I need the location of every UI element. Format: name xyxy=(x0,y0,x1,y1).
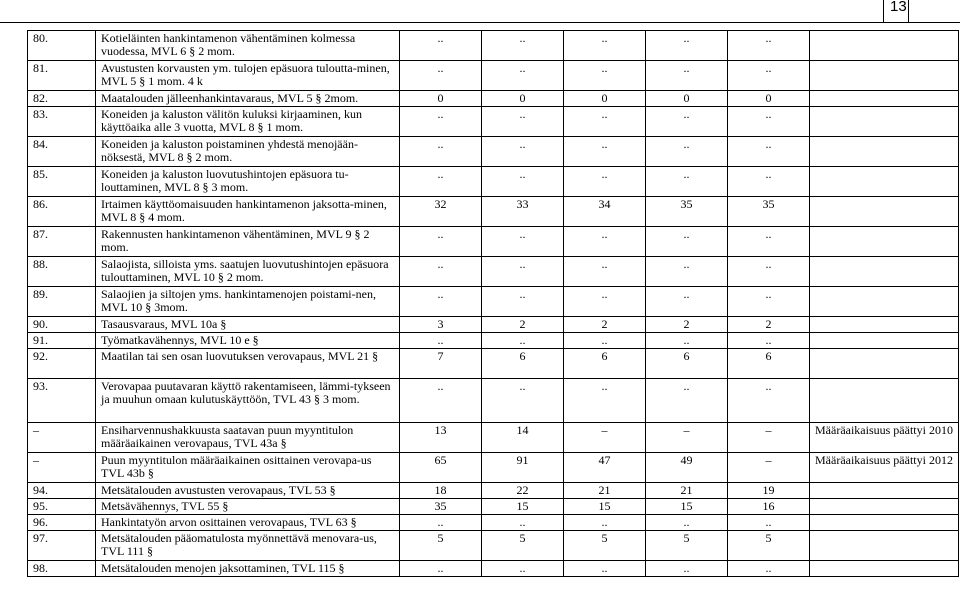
row-value: .. xyxy=(400,167,482,197)
row-value: .. xyxy=(564,227,646,257)
row-value: 35 xyxy=(400,499,482,515)
row-value: 35 xyxy=(646,197,728,227)
row-value: .. xyxy=(646,227,728,257)
row-description: Tasausvaraus, MVL 10a § xyxy=(96,317,400,333)
row-note: Määräaikaisuus päättyi 2012 xyxy=(810,453,959,483)
row-value: 5 xyxy=(728,531,810,561)
row-value: 15 xyxy=(564,499,646,515)
row-value: .. xyxy=(482,561,564,577)
table-row xyxy=(28,333,959,349)
tax-expenditure-table xyxy=(27,30,959,577)
row-value: 2 xyxy=(646,317,728,333)
row-value: .. xyxy=(482,107,564,137)
row-value: 2 xyxy=(564,317,646,333)
row-value: 14 xyxy=(482,423,564,453)
table-row xyxy=(28,287,959,317)
row-note xyxy=(810,317,959,333)
row-number: 83. xyxy=(28,107,96,137)
row-number: 93. xyxy=(28,379,96,423)
row-description: Koneiden ja kaluston luovutushintojen epäsuora tu-louttaminen, MVL 8 § 3 mom. xyxy=(96,167,400,197)
row-value: .. xyxy=(400,515,482,531)
row-description: Metsätalouden pääomatulosta myönnettävä menovara-us, TVL 111 § xyxy=(96,531,400,561)
table-row xyxy=(28,423,959,453)
row-value: 91 xyxy=(482,453,564,483)
row-description: Metsätalouden avustusten verovapaus, TVL 53 § xyxy=(96,483,400,499)
row-note xyxy=(810,31,959,61)
row-note xyxy=(810,107,959,137)
row-value: .. xyxy=(564,61,646,91)
row-value: .. xyxy=(646,257,728,287)
row-description: Maatalouden jälleenhankintavaraus, MVL 5 § 2mom. xyxy=(96,91,400,107)
row-value: .. xyxy=(482,333,564,349)
table-row xyxy=(28,379,959,423)
row-value: 19 xyxy=(728,483,810,499)
row-number: 96. xyxy=(28,515,96,531)
row-value: .. xyxy=(646,137,728,167)
row-value: 65 xyxy=(400,453,482,483)
row-note xyxy=(810,499,959,515)
row-value: .. xyxy=(728,379,810,423)
row-value: – xyxy=(728,453,810,483)
row-value: .. xyxy=(646,287,728,317)
row-value: 5 xyxy=(482,531,564,561)
row-description: Salaojien ja siltojen yms. hankintamenojen poistami-nen, MVL 10 § 3mom. xyxy=(96,287,400,317)
row-value: 34 xyxy=(564,197,646,227)
row-note: Määräaikaisuus päättyi 2010 xyxy=(810,423,959,453)
row-value: .. xyxy=(482,379,564,423)
row-value: 6 xyxy=(564,349,646,379)
row-value: 0 xyxy=(728,91,810,107)
row-note xyxy=(810,227,959,257)
row-value: 2 xyxy=(728,317,810,333)
row-value: .. xyxy=(646,61,728,91)
row-value: .. xyxy=(482,227,564,257)
row-number: 98. xyxy=(28,561,96,577)
row-value: .. xyxy=(646,333,728,349)
row-value: .. xyxy=(482,137,564,167)
row-note xyxy=(810,561,959,577)
row-description: Puun myyntitulon määräaikainen osittainen verovapa-us TVL 43b § xyxy=(96,453,400,483)
row-description: Verovapaa puutavaran käyttö rakentamiseen, lämmi-tykseen ja muuhun omaan kulutuskäyttöön, TVL 43 § 3 mom. xyxy=(96,379,400,423)
row-value: 6 xyxy=(646,349,728,379)
row-number: 97. xyxy=(28,531,96,561)
row-note xyxy=(810,91,959,107)
row-number: 92. xyxy=(28,349,96,379)
row-value: .. xyxy=(564,515,646,531)
row-value: .. xyxy=(728,227,810,257)
row-number: 89. xyxy=(28,287,96,317)
row-value: 47 xyxy=(564,453,646,483)
table-row xyxy=(28,61,959,91)
row-value: 33 xyxy=(482,197,564,227)
row-value: 0 xyxy=(646,91,728,107)
row-value: 0 xyxy=(564,91,646,107)
table-row xyxy=(28,349,959,379)
table-row xyxy=(28,499,959,515)
row-description: Avustusten korvausten ym. tulojen epäsuora tuloutta-minen, MVL 5 § 1 mom. 4 k xyxy=(96,61,400,91)
row-value: .. xyxy=(482,31,564,61)
row-value: 21 xyxy=(646,483,728,499)
table-row xyxy=(28,137,959,167)
row-value: .. xyxy=(400,379,482,423)
row-value: 5 xyxy=(646,531,728,561)
row-description: Kotieläinten hankintamenon vähentäminen kolmessa vuodessa, MVL 6 § 2 mom. xyxy=(96,31,400,61)
row-description: Työmatkavähennys, MVL 10 e § xyxy=(96,333,400,349)
row-value: 5 xyxy=(564,531,646,561)
row-value: .. xyxy=(646,515,728,531)
table-row xyxy=(28,483,959,499)
row-value: .. xyxy=(400,31,482,61)
table-row xyxy=(28,257,959,287)
row-number: 94. xyxy=(28,483,96,499)
row-value: .. xyxy=(564,333,646,349)
row-value: .. xyxy=(728,515,810,531)
row-note xyxy=(810,167,959,197)
row-description: Hankintatyön arvon osittainen verovapaus, TVL 63 § xyxy=(96,515,400,531)
row-description: Rakennusten hankintamenon vähentäminen, MVL 9 § 2 mom. xyxy=(96,227,400,257)
row-value: .. xyxy=(564,137,646,167)
row-value: .. xyxy=(400,107,482,137)
row-value: 49 xyxy=(646,453,728,483)
row-value: .. xyxy=(646,167,728,197)
row-value: .. xyxy=(482,515,564,531)
row-value: .. xyxy=(400,61,482,91)
row-value: .. xyxy=(564,257,646,287)
row-description: Metsävähennys, TVL 55 § xyxy=(96,499,400,515)
row-value: .. xyxy=(728,287,810,317)
row-number: 88. xyxy=(28,257,96,287)
row-value: .. xyxy=(728,257,810,287)
row-value: 15 xyxy=(646,499,728,515)
row-description: Salaojista, silloista yms. saatujen luovutushintojen epäsuora tulouttaminen, MVL 10 § 2 mom. xyxy=(96,257,400,287)
row-value: .. xyxy=(400,561,482,577)
row-value: .. xyxy=(400,287,482,317)
row-value: 22 xyxy=(482,483,564,499)
row-number: 84. xyxy=(28,137,96,167)
table-row xyxy=(28,453,959,483)
row-value: .. xyxy=(400,257,482,287)
row-value: .. xyxy=(482,167,564,197)
row-value: – xyxy=(646,423,728,453)
row-value: .. xyxy=(564,31,646,61)
row-value: .. xyxy=(482,257,564,287)
row-note xyxy=(810,333,959,349)
row-value: 15 xyxy=(482,499,564,515)
row-number: 91. xyxy=(28,333,96,349)
header-rule xyxy=(0,22,960,23)
row-value: .. xyxy=(564,287,646,317)
row-value: 18 xyxy=(400,483,482,499)
row-value: 32 xyxy=(400,197,482,227)
row-description: Koneiden ja kaluston poistaminen yhdestä menojään-nöksestä, MVL 8 § 2 mom. xyxy=(96,137,400,167)
row-value: 2 xyxy=(482,317,564,333)
page-number-box-right xyxy=(908,0,909,22)
table-row xyxy=(28,317,959,333)
row-number: 95. xyxy=(28,499,96,515)
row-note xyxy=(810,257,959,287)
table-row xyxy=(28,531,959,561)
row-description: Metsätalouden menojen jaksottaminen, TVL 115 § xyxy=(96,561,400,577)
row-value: .. xyxy=(564,561,646,577)
row-value: .. xyxy=(482,61,564,91)
row-number: 86. xyxy=(28,197,96,227)
row-value: 6 xyxy=(482,349,564,379)
row-note xyxy=(810,515,959,531)
row-description: Irtaimen käyttöomaisuuden hankintamenon jaksotta-minen, MVL 8 § 4 mom. xyxy=(96,197,400,227)
row-note xyxy=(810,137,959,167)
row-value: – xyxy=(564,423,646,453)
row-note xyxy=(810,287,959,317)
row-value: .. xyxy=(646,379,728,423)
row-value: .. xyxy=(728,137,810,167)
row-value: .. xyxy=(400,333,482,349)
row-value: 35 xyxy=(728,197,810,227)
row-value: 0 xyxy=(400,91,482,107)
row-value: .. xyxy=(728,107,810,137)
table-row xyxy=(28,107,959,137)
row-description: Ensiharvennushakkuusta saatavan puun myyntitulon määräaikainen verovapaus, TVL 43a § xyxy=(96,423,400,453)
table-row xyxy=(28,197,959,227)
table-row xyxy=(28,31,959,61)
table-row xyxy=(28,167,959,197)
row-value: .. xyxy=(728,31,810,61)
row-value: 0 xyxy=(482,91,564,107)
table-row xyxy=(28,515,959,531)
row-number: 85. xyxy=(28,167,96,197)
row-value: 5 xyxy=(400,531,482,561)
row-value: .. xyxy=(728,333,810,349)
row-note xyxy=(810,349,959,379)
table-row xyxy=(28,561,959,577)
row-value: .. xyxy=(400,137,482,167)
row-value: .. xyxy=(728,167,810,197)
page-number: 13 xyxy=(890,0,907,15)
row-note xyxy=(810,483,959,499)
table-row xyxy=(28,91,959,107)
row-value: .. xyxy=(728,61,810,91)
row-value: .. xyxy=(564,167,646,197)
row-number: 82. xyxy=(28,91,96,107)
row-value: – xyxy=(728,423,810,453)
row-value: .. xyxy=(482,287,564,317)
row-value: 6 xyxy=(728,349,810,379)
row-note xyxy=(810,531,959,561)
row-number: 87. xyxy=(28,227,96,257)
row-value: 21 xyxy=(564,483,646,499)
row-value: .. xyxy=(646,107,728,137)
row-number: – xyxy=(28,453,96,483)
row-number: 90. xyxy=(28,317,96,333)
row-value: .. xyxy=(728,561,810,577)
row-value: .. xyxy=(646,561,728,577)
row-value: 7 xyxy=(400,349,482,379)
row-note xyxy=(810,61,959,91)
table-row xyxy=(28,227,959,257)
row-description: Maatilan tai sen osan luovutuksen verovapaus, MVL 21 § xyxy=(96,349,400,379)
row-value: .. xyxy=(400,227,482,257)
row-number: 81. xyxy=(28,61,96,91)
row-value: .. xyxy=(564,379,646,423)
row-note xyxy=(810,379,959,423)
row-description: Koneiden ja kaluston välitön kuluksi kirjaaminen, kun käyttöaika alle 3 vuotta, MVL 8 § 1 mom. xyxy=(96,107,400,137)
row-value: .. xyxy=(646,31,728,61)
row-value: 16 xyxy=(728,499,810,515)
row-value: 13 xyxy=(400,423,482,453)
row-value: 3 xyxy=(400,317,482,333)
row-note xyxy=(810,197,959,227)
row-number: 80. xyxy=(28,31,96,61)
row-value: .. xyxy=(564,107,646,137)
row-number: – xyxy=(28,423,96,453)
